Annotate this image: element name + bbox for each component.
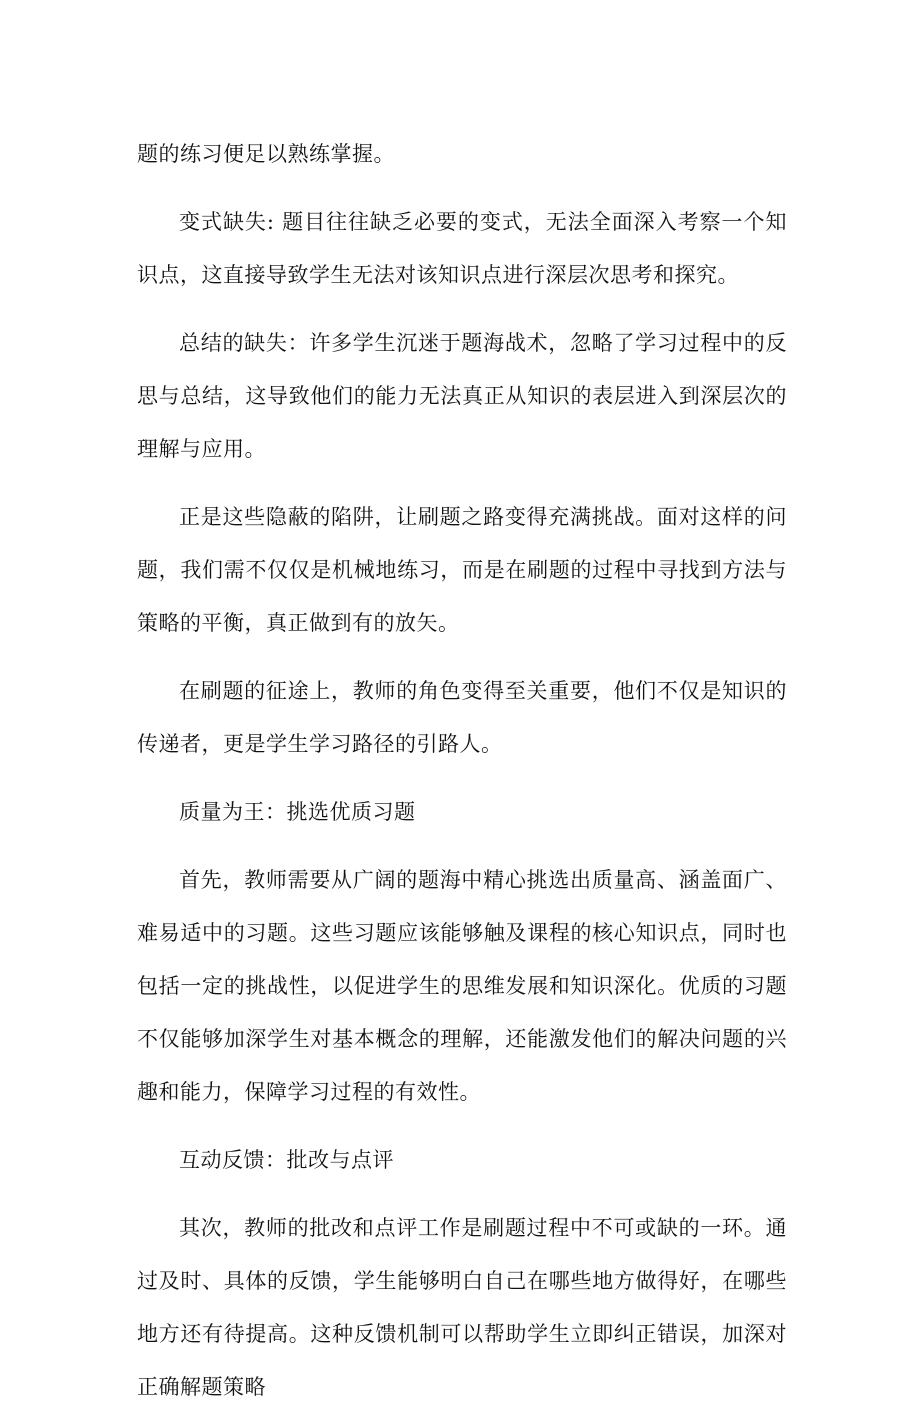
paragraph-hidden-traps: 正是这些隐蔽的陷阱，让刷题之路变得充满挑战。面对这样的问题，我们需不仅仅是机械地练习，而是在刷题的过程中寻找到方法与策略的平衡，真正做到有的放矢。 (137, 505, 787, 635)
paragraph-summary-missing: 总结的缺失：许多学生沉迷于题海战术，忽略了学习过程中的反思与总结，这导致他们的能力无法真正从知识的表层进入到深层次的理解与应用。 (137, 331, 787, 461)
section-heading-feedback: 互动反馈：批改与点评 (179, 1148, 394, 1172)
section-heading-quality: 质量为王：挑选优质习题 (179, 800, 416, 824)
paragraph-select-exercises: 首先，教师需要从广阔的题海中精心挑选出质量高、涵盖面广、难易适中的习题。这些习题应该能够触及课程的核心知识点，同时也包括一定的挑战性，以促进学生的思维发展和知识深化。优质的习题不仅能够加深学生对基本概念的理解，还能激发他们的解决问题的兴趣和能力，保障学习过程的有效性。 (137, 868, 787, 1104)
document-body (137, 128, 787, 1414)
paragraph-grading-feedback: 其次，教师的批改和点评工作是刷题过程中不可或缺的一环。通过及时、具体的反馈，学生能够明白自己在哪些地方做得好，在哪些地方还有待提高。这种反馈机制可以帮助学生立即纠正错误，加深对正确解题策略 (137, 1216, 787, 1399)
paragraph-variation-missing: 变式缺失: 题目往往缺乏必要的变式，无法全面深入考察一个知识点，这直接导致学生无法对该知识点进行深层次思考和探究。 (137, 210, 787, 287)
paragraph-teacher-role: 在刷题的征途上，教师的角色变得至关重要，他们不仅是知识的传递者，更是学生学习路径的引路人。 (137, 679, 787, 756)
paragraph-continuation: 题的练习便足以熟练掌握。 (137, 142, 395, 166)
